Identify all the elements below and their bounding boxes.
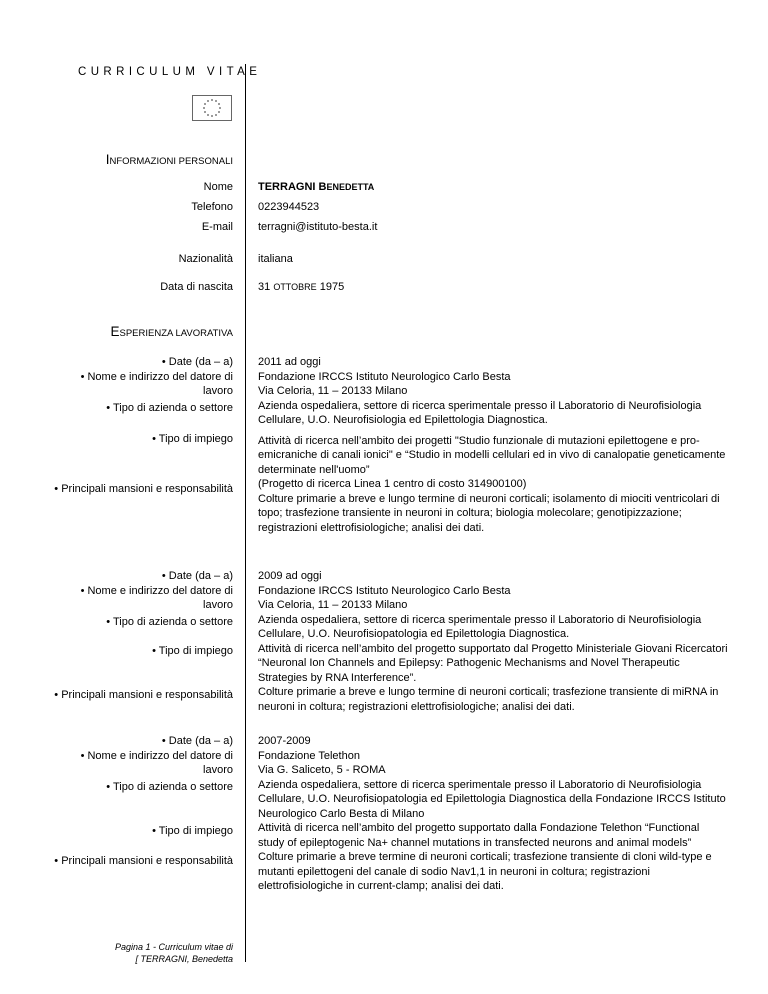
entry-date: 2007-2009 <box>258 735 311 747</box>
entry-address: Via Celoria, 11 – 20133 Milano <box>258 385 408 397</box>
label-sector: • Tipo di azienda o settore <box>106 616 233 628</box>
label-job-type: • Tipo di impiego <box>152 645 233 657</box>
entry-date: 2011 ad oggi <box>258 356 321 368</box>
label-email: E-mail <box>201 221 233 233</box>
entry-duties: Colture primarie a breve e lungo termine di neuroni corticali; isolamento di miociti ventricolari di <box>258 492 720 505</box>
column-divider <box>245 64 246 962</box>
label-job-type: • Tipo di impiego <box>152 825 233 837</box>
entry-3-details: 2007-2009 Fondazione Telethon Via G. Saliceto, 5 - ROMA Azienda ospedaliera, settore di ricerca sperimentale presso il Laboratorio di Neurofisiologia Cellulare, U.O. Neurofisiopatologia ed Epilettologia Diagnostica della Fondazione IRCCS Istituto Neurologico Carlo Besta di Milano Attività di ricerca nell’ambito del progetto supportato dalla Fondazione Telethon “Functional study of epileptogenic Na+ channel mutations in transfected neurons and animal models” Colture primarie a breve termine di neuroni corticali; trasfezione transiente di cloni wild-type e mutanti epilettogeni del canale di sodio Nav1,1 in neuroni in coltura; registrazioni elettrofisiologiche in current-clamp; analisi dei dati. <box>258 734 728 894</box>
entry-employer: Fondazione IRCCS Istituto Neurologico Carlo Besta <box>258 370 511 383</box>
entry-sector: Azienda ospedaliera, settore di ricerca sperimentale presso il Laboratorio di Neurofisiologia <box>258 613 702 626</box>
eu-flag-icon <box>192 95 232 121</box>
label-employer: • Nome e indirizzo del datore di lavoro <box>80 371 233 397</box>
entry-sector: Azienda ospedaliera, settore di ricerca sperimentale presso il Laboratorio di Neurofisiologia <box>258 778 702 791</box>
label-telefono: Telefono <box>191 201 233 213</box>
value-data-nascita: 31 OTTOBRE 1975 <box>258 281 345 293</box>
entry-date: 2009 ad oggi <box>258 570 322 582</box>
label-sector: • Tipo di azienda o settore <box>106 402 233 414</box>
label-duties: • Principali mansioni e responsabilità <box>54 483 233 495</box>
entry-2-details: 2009 ad oggi Fondazione IRCCS Istituto Neurologico Carlo Besta Via Celoria, 11 – 20133 Milano Azienda ospedaliera, settore di ricerca sperimentale presso il Laboratorio di Neurofisiologia Cellulare, U.O. Neurofisiopatologia ed Epilettologia Diagnostica. Attività di ricerca nell’ambito del progetto supportato dal Progetto Ministeriale Giovani Ricercatori “Neuronal Ion Channels and Epilepsy: Pathogenic Mechanisms and Novel Therapeutic Strategies by RNA Interference”. Colture primarie a breve e lungo termine di neuroni corticali; trasfezione transiente di miRNA in neuroni in coltura; registrazioni elettrofisiologiche; analisi dei dati. <box>258 570 728 713</box>
section-heading-personal: INFORMAZIONI PERSONALI <box>105 152 233 167</box>
value-nazionalita: italiana <box>258 253 293 265</box>
entry-employer: Fondazione Telethon <box>258 749 360 762</box>
value-telefono: 0223944523 <box>258 201 320 213</box>
value-nome: TERRAGNI BENEDETTA <box>258 181 375 193</box>
entry-job: Attività di ricerca nell’ambito dei progetti "Studio funzionale di mutazioni epilettogene e pro- <box>258 434 700 447</box>
entry-sector: Azienda ospedaliera, settore di ricerca sperimentale presso il Laboratorio di Neurofisiologia <box>258 399 702 412</box>
entry-address: Via Celoria, 11 – 20133 Milano <box>258 599 408 611</box>
label-data-nascita: Data di nascita <box>160 281 233 293</box>
entry-1-details: 2011 ad oggi Fondazione IRCCS Istituto Neurologico Carlo Besta Via Celoria, 11 – 20133 Milano Azienda ospedaliera, settore di ricerca sperimentale presso il Laboratorio di Neurofisiologia Cellulare, U.O. Neurofisiologia ed Epilettologia Diagnostica. Attività di ricerca nell’ambito dei progetti "Studio funzionale di mutazioni epilettogene e pro- emicraniche di canali ionici" e “Studio in modelli cellulari ed in vivo di canalopatie geneticamente determinate nell'uomo” (Progetto di ricerca Linea 1 centro di costo 314900100) Colture primarie a breve e lungo termine di neuroni corticali; isolamento di miociti ventricolari di topo; trasfezione transiente in neuroni in coltura; biologia molecolare; genotipizzazione; registrazioni elettrofisiologiche; analisi dei dati. <box>258 355 728 535</box>
label-date: • Date (da – a) <box>161 570 233 582</box>
page-footer: Pagina 1 - Curriculum vitae di [ TERRAGNI, Benedetta <box>114 942 233 964</box>
label-date: • Date (da – a) <box>161 735 233 747</box>
entry-employer: Fondazione IRCCS Istituto Neurologico Carlo Besta <box>258 584 511 597</box>
document-title: CURRICULUM VITAE <box>78 66 262 78</box>
label-duties: • Principali mansioni e responsabilità <box>54 855 233 867</box>
label-nome: Nome <box>203 181 233 193</box>
entry-job: Attività di ricerca nell’ambito del progetto supportato dal Progetto Ministeriale Giovani Ricercatori <box>258 642 728 655</box>
entry-duties: Colture primarie a breve termine di neuroni corticali; trasfezione transiente di cloni wild-type e <box>258 851 712 863</box>
label-sector: • Tipo di azienda o settore <box>106 781 233 793</box>
label-job-type: • Tipo di impiego <box>152 433 233 445</box>
label-nazionalita: Nazionalità <box>178 253 233 265</box>
entry-job: Attività di ricerca nell’ambito del progetto supportato dalla Fondazione Telethon “Functional <box>258 822 700 834</box>
label-employer: • Nome e indirizzo del datore di lavoro <box>80 750 233 776</box>
label-duties: • Principali mansioni e responsabilità <box>54 689 233 701</box>
section-heading-experience: ESPERIENZA LAVORATIVA <box>110 324 233 339</box>
entry-duties: Colture primarie a breve e lungo termine di neuroni corticali; trasfezione transiente di miRNA in <box>258 686 719 698</box>
label-employer: • Nome e indirizzo del datore di lavoro <box>80 585 233 611</box>
label-date: • Date (da – a) <box>161 356 233 368</box>
entry-address: Via G. Saliceto, 5 - ROMA <box>258 764 386 776</box>
value-email[interactable]: terragni@istituto-besta.it <box>258 221 378 233</box>
